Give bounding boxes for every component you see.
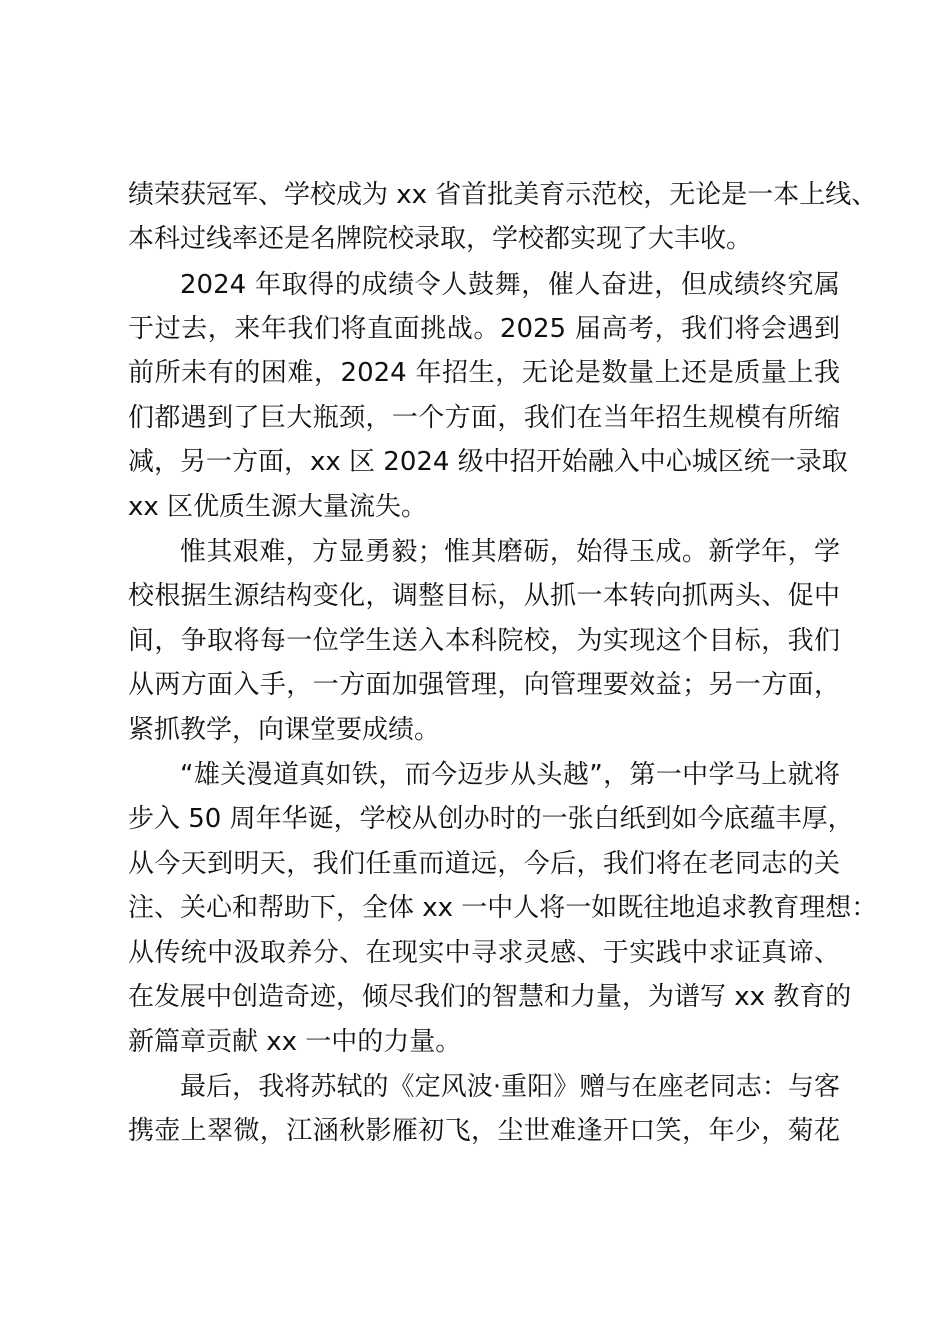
paragraph-line: 本科过线率还是名牌院校录取，学校都实现了大丰收。 (128, 224, 753, 254)
paragraph-line: 新篇章贡献 xx 一中的力量。 (128, 1027, 462, 1057)
paragraph-line: 前所未有的困难，2024 年招生，无论是数量上还是质量上我 (128, 358, 840, 388)
paragraph-line: 步入 50 周年华诞，学校从创办时的一张白纸到如今底蕴丰厚， (128, 804, 854, 834)
paragraph-line: 惟其艰难，方显勇毅；惟其磨砺，始得玉成。新学年，学 (180, 537, 840, 567)
paragraph-line: 紧抓教学，向课堂要成绩。 (128, 715, 441, 745)
paragraph-line: “雄关漫道真如铁，而今迈步从头越”，第一中学马上就将 (180, 760, 840, 790)
paragraph-line: 们都遇到了巨大瓶颈，一个方面，我们在当年招生规模有所缩 (128, 403, 840, 433)
paragraph-line: 绩荣获冠军、学校成为 xx 省首批美育示范校，无论是一本上线、 (128, 180, 878, 210)
paragraph-line: 于过去，来年我们将直面挑战。2025 届高考，我们将会遇到 (128, 314, 840, 344)
paragraph-line: 从两方面入手，一方面加强管理，向管理要效益；另一方面， (128, 670, 840, 700)
paragraph-line: 减，另一方面，xx 区 2024 级中招开始融入中心城区统一录取 (128, 447, 848, 477)
paragraph-line: xx 区优质生源大量流失。 (128, 492, 428, 522)
paragraph-line: 注、关心和帮助下，全体 xx 一中人将一如既往地追求教育理想： (128, 893, 878, 923)
paragraph-line: 2024 年取得的成绩令人鼓舞，催人奋进，但成绩终究属 (180, 270, 840, 300)
paragraph-line: 携壶上翠微，江涵秋影雁初飞，尘世难逢开口笑，年少，菊花 (128, 1116, 840, 1146)
paragraph-line: 间，争取将每一位学生送入本科院校，为实现这个目标，我们 (128, 626, 840, 656)
paragraph-line: 在发展中创造奇迹，倾尽我们的智慧和力量，为谱写 xx 教育的 (128, 982, 852, 1012)
paragraph-line: 从今天到明天，我们任重而道远，今后，我们将在老同志的关 (128, 849, 840, 879)
paragraph-line: 校根据生源结构变化，调整目标，从抓一本转向抓两头、促中 (128, 581, 840, 611)
paragraph-line: 最后，我将苏轼的《定风波·重阳》赠与在座老同志：与客 (180, 1072, 840, 1102)
paragraph-line: 从传统中汲取养分、在现实中寻求灵感、于实践中求证真谛、 (128, 938, 840, 968)
